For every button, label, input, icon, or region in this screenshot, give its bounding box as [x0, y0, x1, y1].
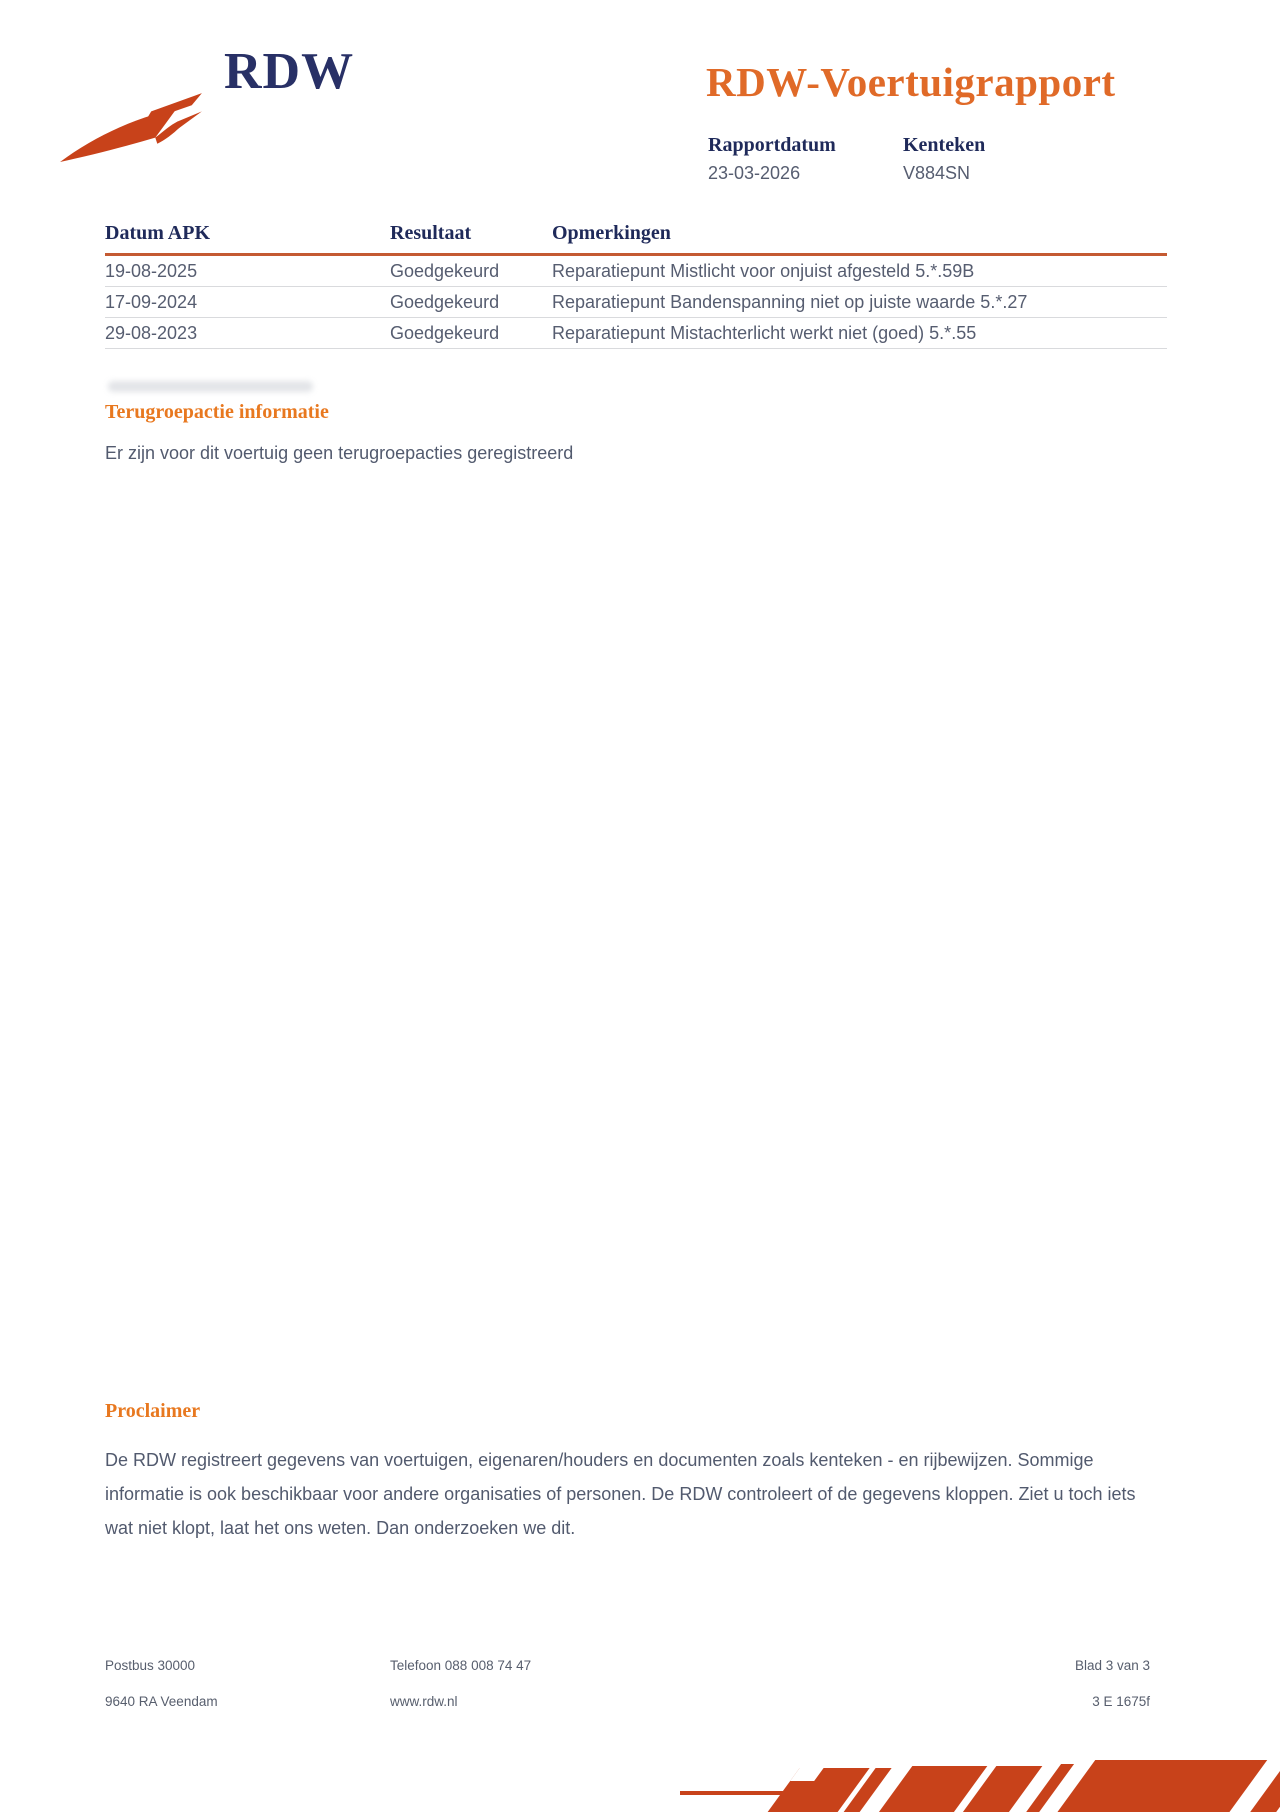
footer-city: 9640 RA Veendam	[105, 1694, 218, 1709]
cell-resultaat: Goedgekeurd	[390, 292, 500, 312]
cell-datum-apk: 17-09-2024	[105, 292, 198, 312]
rdw-wing-icon	[58, 80, 210, 168]
cell-resultaat: Goedgekeurd	[390, 323, 500, 343]
artwork-large-striped-block	[1049, 1760, 1267, 1812]
license-plate-label: Kenteken	[903, 134, 986, 156]
table-row	[105, 318, 1167, 349]
column-header-datum-apk: Datum APK	[105, 222, 210, 244]
artwork-striped-block	[872, 1766, 1043, 1812]
rdw-stripes-artwork-icon	[680, 1754, 1280, 1812]
license-plate-value: V884SN	[903, 163, 971, 183]
cell-opmerkingen: Reparatiepunt Mistlicht voor onjuist afgesteld 5.*.59B	[552, 261, 975, 281]
footer-contact-column	[390, 1658, 950, 1709]
column-header-opmerkingen: Opmerkingen	[552, 222, 671, 244]
recall-info-section	[105, 401, 1167, 470]
cell-opmerkingen: Reparatiepunt Mistachterlicht werkt niet (goed) 5.*.55	[552, 323, 977, 343]
apk-history-table	[105, 222, 1167, 349]
cell-datum-apk: 19-08-2025	[105, 261, 198, 281]
rdw-logo	[58, 44, 358, 174]
cell-opmerkingen: Reparatiepunt Bandenspanning niet op juiste waarde 5.*.27	[552, 292, 1028, 312]
footer-phone: Telefoon 088 008 74 47	[390, 1658, 532, 1673]
column-header-resultaat: Resultaat	[390, 222, 472, 244]
footer-postbus: Postbus 30000	[105, 1658, 196, 1673]
document-title: RDW-Voertuigrapport	[706, 59, 1116, 105]
artwork-solid-block	[760, 1768, 891, 1812]
footer-address-column	[105, 1658, 390, 1709]
recall-info-text: Er zijn voor dit voertuig geen terugroepacties geregistreerd	[105, 443, 574, 463]
proclaimer-text: De RDW registreert gegevens van voertuigen, eigenaren/houders en documenten zoals kenteken - en rijbewijzen. Sommige informatie is ook beschikbaar voor andere organisaties of personen. De RDW controleert of de gegevens kloppen. Ziet u toch iets wat niet klopt, laat het ons weten. Dan onderzoeken we dit.	[105, 1450, 1136, 1538]
proclaimer-section	[105, 1400, 1167, 1545]
report-date-label: Rapportdatum	[708, 134, 836, 156]
footer-page-indicator: Blad 3 van 3	[1074, 1658, 1150, 1673]
blurred-artifact	[108, 381, 313, 392]
footer-page-column	[950, 1658, 1150, 1709]
proclaimer-heading: Proclaimer	[105, 1400, 201, 1422]
table-row	[105, 256, 1167, 287]
footer-form-code: 3 E 1675f	[1092, 1694, 1150, 1709]
recall-info-heading: Terugroepactie informatie	[105, 401, 329, 423]
table-header-row	[105, 222, 1167, 256]
table-row	[105, 287, 1167, 318]
page-footer	[105, 1658, 1150, 1709]
cell-resultaat: Goedgekeurd	[390, 261, 500, 281]
report-date-value: 23-03-2026	[708, 163, 801, 183]
report-meta	[708, 134, 1098, 184]
footer-website: www.rdw.nl	[390, 1694, 458, 1709]
license-plate-block	[903, 134, 1098, 184]
cell-datum-apk: 29-08-2023	[105, 323, 198, 343]
report-date-block	[708, 134, 903, 184]
rdw-logo-text: RDW	[224, 43, 355, 100]
